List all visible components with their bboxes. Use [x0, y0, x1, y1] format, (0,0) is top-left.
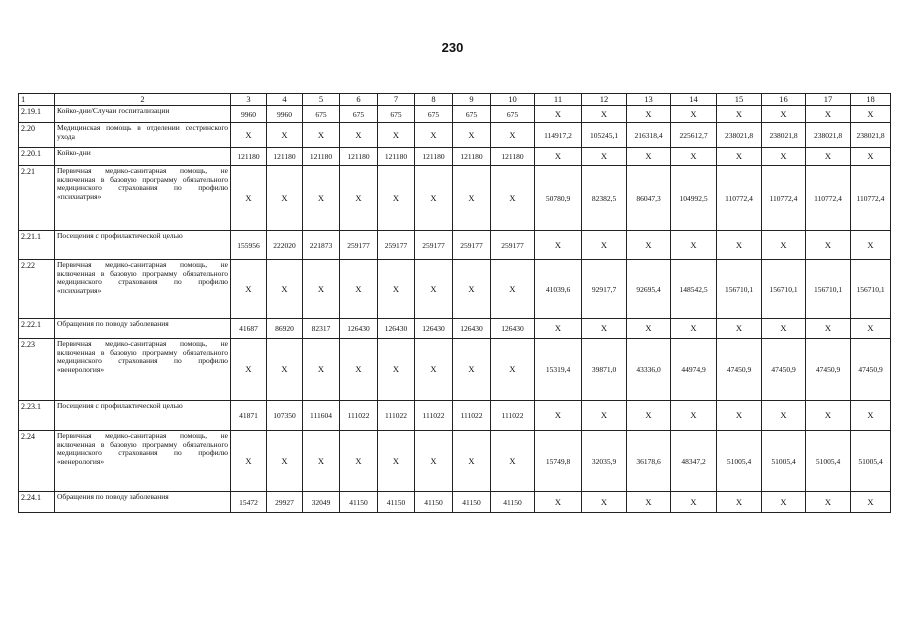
value-cell: X [267, 431, 303, 492]
value-cell: 50780,9 [535, 166, 582, 231]
row-code: 2.24.1 [19, 492, 55, 513]
value-cell: X [851, 148, 891, 166]
column-header: 16 [762, 94, 806, 106]
value-cell: X [806, 401, 851, 431]
value-cell: X [582, 106, 627, 123]
value-cell: X [717, 148, 762, 166]
value-cell: 259177 [453, 231, 491, 260]
row-name: Первичная медико-санитарная помощь, не включенная в базовую программу обязательного медицинского страхования по профилю «психиатрия» [55, 166, 231, 231]
value-cell: X [231, 123, 267, 148]
value-cell: 259177 [415, 231, 453, 260]
value-cell: 156710,1 [717, 260, 762, 319]
value-cell: X [231, 339, 267, 401]
column-header: 15 [717, 94, 762, 106]
value-cell: X [340, 260, 378, 319]
value-cell: X [535, 148, 582, 166]
value-cell: 110772,4 [762, 166, 806, 231]
value-cell: 48347,2 [671, 431, 717, 492]
value-cell: X [717, 401, 762, 431]
row-name: Койко-дни/Случаи госпитализации [55, 106, 231, 123]
value-cell: 44974,9 [671, 339, 717, 401]
value-cell: 111022 [491, 401, 535, 431]
value-cell: X [491, 431, 535, 492]
row-code: 2.23 [19, 339, 55, 401]
value-cell: X [851, 492, 891, 513]
value-cell: X [582, 319, 627, 339]
value-cell: 15749,8 [535, 431, 582, 492]
column-header: 6 [340, 94, 378, 106]
value-cell: 9960 [231, 106, 267, 123]
value-cell: X [851, 106, 891, 123]
value-cell: 92695,4 [627, 260, 671, 319]
value-cell: X [267, 166, 303, 231]
value-cell: X [491, 166, 535, 231]
value-cell: X [806, 319, 851, 339]
value-cell: 82382,5 [582, 166, 627, 231]
table-row [19, 260, 891, 319]
value-cell: 104992,5 [671, 166, 717, 231]
value-cell: X [415, 123, 453, 148]
row-name: Первичная медико-санитарная помощь, не включенная в базовую программу обязательного медицинского страхования по профилю «венерология» [55, 431, 231, 492]
row-name: Медицинская помощь в отделении сестринского ухода [55, 123, 231, 148]
row-code: 2.21 [19, 166, 55, 231]
value-cell: 47450,9 [806, 339, 851, 401]
column-header: 2 [55, 94, 231, 106]
value-cell: 41150 [453, 492, 491, 513]
value-cell: X [627, 148, 671, 166]
value-cell: 41150 [415, 492, 453, 513]
value-cell: 41871 [231, 401, 267, 431]
table-row [19, 166, 891, 231]
column-header: 8 [415, 94, 453, 106]
column-header: 11 [535, 94, 582, 106]
value-cell: 675 [491, 106, 535, 123]
value-cell: X [671, 319, 717, 339]
value-cell: 225612,7 [671, 123, 717, 148]
value-cell: X [415, 339, 453, 401]
value-cell: 675 [340, 106, 378, 123]
column-header: 5 [303, 94, 340, 106]
table-row [19, 431, 891, 492]
value-cell: 32049 [303, 492, 340, 513]
row-name: Посещения с профилактической целью [55, 401, 231, 431]
value-cell: 156710,1 [806, 260, 851, 319]
value-cell: 32035,9 [582, 431, 627, 492]
value-cell: 51005,4 [806, 431, 851, 492]
data-table [18, 93, 891, 513]
row-code: 2.20.1 [19, 148, 55, 166]
value-cell: 111604 [303, 401, 340, 431]
value-cell: X [378, 166, 415, 231]
value-cell: 111022 [340, 401, 378, 431]
value-cell: 51005,4 [762, 431, 806, 492]
table-row [19, 106, 891, 123]
value-cell: 121180 [340, 148, 378, 166]
value-cell: 675 [303, 106, 340, 123]
value-cell: 238021,8 [806, 123, 851, 148]
value-cell: 47450,9 [762, 339, 806, 401]
value-cell: 126430 [415, 319, 453, 339]
value-cell: 47450,9 [851, 339, 891, 401]
value-cell: X [762, 319, 806, 339]
row-name: Обращения по поводу заболевания [55, 492, 231, 513]
value-cell: 675 [415, 106, 453, 123]
value-cell: X [267, 339, 303, 401]
value-cell: X [491, 123, 535, 148]
value-cell: X [762, 231, 806, 260]
value-cell: X [303, 166, 340, 231]
value-cell: X [671, 492, 717, 513]
value-cell: 259177 [491, 231, 535, 260]
value-cell: X [717, 492, 762, 513]
row-code: 2.20 [19, 123, 55, 148]
value-cell: X [340, 339, 378, 401]
column-header: 12 [582, 94, 627, 106]
value-cell: X [851, 231, 891, 260]
value-cell: X [303, 260, 340, 319]
value-cell: 41150 [491, 492, 535, 513]
value-cell: X [582, 401, 627, 431]
value-cell: X [378, 260, 415, 319]
column-header: 18 [851, 94, 891, 106]
column-header: 17 [806, 94, 851, 106]
value-cell: 156710,1 [762, 260, 806, 319]
value-cell: 86920 [267, 319, 303, 339]
value-cell: 121180 [303, 148, 340, 166]
row-name: Первичная медико-санитарная помощь, не включенная в базовую программу обязательного медицинского страхования по профилю «венерология» [55, 339, 231, 401]
value-cell: X [806, 492, 851, 513]
value-cell: X [231, 166, 267, 231]
row-code: 2.24 [19, 431, 55, 492]
value-cell: 155956 [231, 231, 267, 260]
value-cell: X [806, 148, 851, 166]
value-cell: 82317 [303, 319, 340, 339]
value-cell: X [453, 431, 491, 492]
value-cell: X [535, 106, 582, 123]
value-cell: 47450,9 [717, 339, 762, 401]
value-cell: X [671, 401, 717, 431]
table-row [19, 148, 891, 166]
value-cell: 221873 [303, 231, 340, 260]
value-cell: 238021,8 [762, 123, 806, 148]
value-cell: X [535, 401, 582, 431]
value-cell: X [762, 148, 806, 166]
column-header: 13 [627, 94, 671, 106]
value-cell: 15319,4 [535, 339, 582, 401]
value-cell: X [231, 260, 267, 319]
value-cell: X [717, 319, 762, 339]
column-header: 9 [453, 94, 491, 106]
value-cell: 110772,4 [806, 166, 851, 231]
value-cell: X [717, 231, 762, 260]
row-code: 2.22.1 [19, 319, 55, 339]
row-name: Койко-дни [55, 148, 231, 166]
value-cell: 156710,1 [851, 260, 891, 319]
row-code: 2.23.1 [19, 401, 55, 431]
value-cell: 111022 [453, 401, 491, 431]
value-cell: 43336,0 [627, 339, 671, 401]
value-cell: X [762, 492, 806, 513]
value-cell: 259177 [340, 231, 378, 260]
value-cell: 51005,4 [717, 431, 762, 492]
value-cell: 675 [453, 106, 491, 123]
value-cell: 107350 [267, 401, 303, 431]
table-row [19, 401, 891, 431]
row-code: 2.21.1 [19, 231, 55, 260]
value-cell: 126430 [340, 319, 378, 339]
value-cell: 105245,1 [582, 123, 627, 148]
value-cell: X [491, 339, 535, 401]
table-row [19, 319, 891, 339]
value-cell: 110772,4 [851, 166, 891, 231]
value-cell: 41150 [378, 492, 415, 513]
value-cell: X [415, 431, 453, 492]
value-cell: 51005,4 [851, 431, 891, 492]
value-cell: X [806, 106, 851, 123]
value-cell: X [340, 123, 378, 148]
value-cell: 121180 [267, 148, 303, 166]
value-cell: X [378, 123, 415, 148]
value-cell: 121180 [491, 148, 535, 166]
value-cell: X [627, 319, 671, 339]
column-header: 4 [267, 94, 303, 106]
value-cell: X [851, 319, 891, 339]
table-row [19, 231, 891, 260]
value-cell: 126430 [453, 319, 491, 339]
value-cell: X [303, 123, 340, 148]
value-cell: 41150 [340, 492, 378, 513]
value-cell: 675 [378, 106, 415, 123]
value-cell: X [627, 401, 671, 431]
value-cell: X [491, 260, 535, 319]
value-cell: 111022 [415, 401, 453, 431]
table-body [19, 106, 891, 513]
value-cell: X [671, 106, 717, 123]
value-cell: X [378, 431, 415, 492]
value-cell: X [627, 492, 671, 513]
value-cell: 121180 [378, 148, 415, 166]
value-cell: X [267, 123, 303, 148]
value-cell: X [535, 492, 582, 513]
value-cell: X [453, 123, 491, 148]
value-cell: 110772,4 [717, 166, 762, 231]
value-cell: X [627, 231, 671, 260]
value-cell: X [267, 260, 303, 319]
value-cell: X [415, 166, 453, 231]
value-cell: 15472 [231, 492, 267, 513]
value-cell: X [627, 106, 671, 123]
value-cell: X [340, 166, 378, 231]
value-cell: X [762, 106, 806, 123]
value-cell: 92917,7 [582, 260, 627, 319]
value-cell: X [303, 339, 340, 401]
value-cell: 238021,8 [717, 123, 762, 148]
value-cell: X [415, 260, 453, 319]
value-cell: 216318,4 [627, 123, 671, 148]
value-cell: 41687 [231, 319, 267, 339]
value-cell: X [453, 260, 491, 319]
row-name: Посещения с профилактической целью [55, 231, 231, 260]
value-cell: 36178,6 [627, 431, 671, 492]
value-cell: 121180 [231, 148, 267, 166]
value-cell: X [535, 231, 582, 260]
column-header: 7 [378, 94, 415, 106]
value-cell: X [453, 339, 491, 401]
value-cell: 39871,0 [582, 339, 627, 401]
value-cell: X [806, 231, 851, 260]
value-cell: 222020 [267, 231, 303, 260]
value-cell: X [303, 431, 340, 492]
value-cell: 126430 [378, 319, 415, 339]
table-row [19, 339, 891, 401]
value-cell: X [717, 106, 762, 123]
value-cell: X [582, 231, 627, 260]
table-row [19, 492, 891, 513]
value-cell: X [453, 166, 491, 231]
value-cell: X [582, 148, 627, 166]
header-row [19, 94, 891, 106]
column-header: 1 [19, 94, 55, 106]
value-cell: X [851, 401, 891, 431]
value-cell: X [582, 492, 627, 513]
value-cell: X [762, 401, 806, 431]
row-code: 2.19.1 [19, 106, 55, 123]
value-cell: X [535, 319, 582, 339]
row-name: Первичная медико-санитарная помощь, не включенная в базовую программу обязательного медицинского страхования по профилю «психиатрия» [55, 260, 231, 319]
column-header: 14 [671, 94, 717, 106]
value-cell: X [671, 231, 717, 260]
value-cell: 121180 [453, 148, 491, 166]
value-cell: 238021,8 [851, 123, 891, 148]
value-cell: 259177 [378, 231, 415, 260]
column-header: 3 [231, 94, 267, 106]
value-cell: 41039,6 [535, 260, 582, 319]
row-code: 2.22 [19, 260, 55, 319]
value-cell: X [671, 148, 717, 166]
value-cell: 29927 [267, 492, 303, 513]
value-cell: 126430 [491, 319, 535, 339]
value-cell: 148542,5 [671, 260, 717, 319]
column-header: 10 [491, 94, 535, 106]
value-cell: X [231, 431, 267, 492]
value-cell: 114917,2 [535, 123, 582, 148]
value-cell: 9960 [267, 106, 303, 123]
value-cell: X [378, 339, 415, 401]
page-number: 230 [441, 40, 464, 55]
value-cell: 86047,3 [627, 166, 671, 231]
row-name: Обращения по поводу заболевания [55, 319, 231, 339]
value-cell: X [340, 431, 378, 492]
value-cell: 111022 [378, 401, 415, 431]
value-cell: 121180 [415, 148, 453, 166]
table-row [19, 123, 891, 148]
